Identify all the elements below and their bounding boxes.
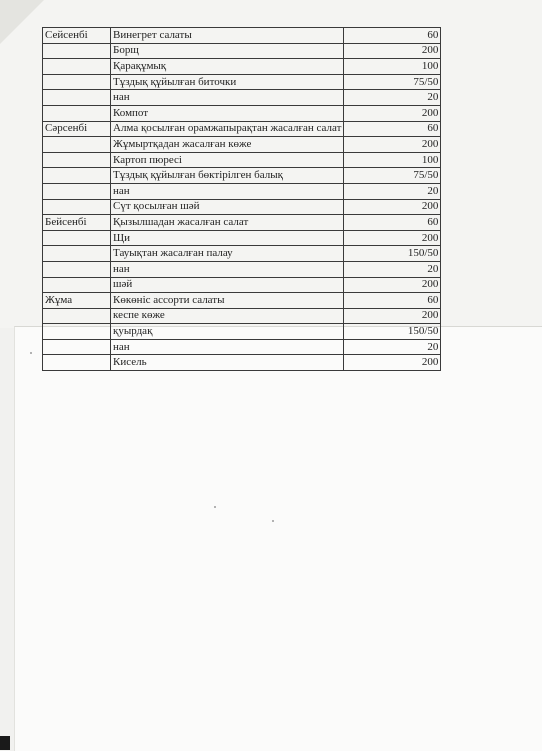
portion-cell: 20 [344, 261, 441, 277]
portion-cell: 150/50 [344, 324, 441, 340]
day-cell [43, 43, 111, 59]
portion-cell: 200 [344, 43, 441, 59]
portion-cell: 200 [344, 308, 441, 324]
dish-cell: нан [111, 183, 344, 199]
day-cell [43, 230, 111, 246]
scan-edge-mark [0, 736, 10, 750]
day-cell [43, 74, 111, 90]
dish-cell: Тұздық құйылған бөктірілген балық [111, 168, 344, 184]
table-row [43, 230, 441, 246]
day-cell [43, 90, 111, 106]
portion-cell: 20 [344, 90, 441, 106]
dish-cell: нан [111, 261, 344, 277]
portion-cell: 100 [344, 152, 441, 168]
portion-cell: 60 [344, 121, 441, 137]
day-cell [43, 355, 111, 371]
table-row [43, 324, 441, 340]
day-cell [43, 277, 111, 293]
table-row [43, 183, 441, 199]
portion-cell: 200 [344, 230, 441, 246]
table-row [43, 246, 441, 262]
day-cell [43, 152, 111, 168]
portion-cell: 200 [344, 105, 441, 121]
table-row [43, 105, 441, 121]
dish-cell: Кисель [111, 355, 344, 371]
day-cell [43, 59, 111, 75]
day-cell [43, 308, 111, 324]
table-row [43, 277, 441, 293]
dish-cell: нан [111, 90, 344, 106]
day-cell [43, 137, 111, 153]
dish-cell: Щи [111, 230, 344, 246]
scanned-page-bottom [14, 326, 542, 751]
dish-cell: Тауықтан жасалған палау [111, 246, 344, 262]
portion-cell: 20 [344, 339, 441, 355]
portion-cell: 20 [344, 183, 441, 199]
table-row [43, 355, 441, 371]
portion-cell: 200 [344, 277, 441, 293]
day-cell [43, 199, 111, 215]
table-row [43, 74, 441, 90]
scan-speck [272, 520, 274, 522]
folded-corner [0, 0, 44, 44]
day-cell [43, 261, 111, 277]
dish-cell: қуырдақ [111, 324, 344, 340]
table-row [43, 199, 441, 215]
dish-cell: Қарақұмық [111, 59, 344, 75]
dish-cell: Қызылшадан жасалған салат [111, 215, 344, 231]
dish-cell: Винегрет салаты [111, 28, 344, 44]
day-cell [43, 324, 111, 340]
dish-cell: Алма қосылған орамжапырақтан жасалған салат [111, 121, 344, 137]
portion-cell: 200 [344, 355, 441, 371]
day-cell [43, 105, 111, 121]
portion-cell: 100 [344, 59, 441, 75]
table-row [43, 59, 441, 75]
day-cell [43, 168, 111, 184]
day-cell [43, 183, 111, 199]
table-row [43, 152, 441, 168]
table-row [43, 90, 441, 106]
portion-cell: 200 [344, 199, 441, 215]
dish-cell: Борщ [111, 43, 344, 59]
table-row [43, 43, 441, 59]
table-row [43, 261, 441, 277]
table-row [43, 215, 441, 231]
portion-cell: 60 [344, 293, 441, 309]
portion-cell: 200 [344, 137, 441, 153]
table-row [43, 168, 441, 184]
portion-cell: 75/50 [344, 168, 441, 184]
day-cell [43, 339, 111, 355]
dish-cell: Сүт қосылған шәй [111, 199, 344, 215]
day-cell: Сейсенбі [43, 28, 111, 44]
dish-cell: шәй [111, 277, 344, 293]
scan-speck [214, 506, 216, 508]
table-row [43, 137, 441, 153]
day-cell: Сәрсенбі [43, 121, 111, 137]
dish-cell: Компот [111, 105, 344, 121]
portion-cell: 150/50 [344, 246, 441, 262]
table-row [43, 28, 441, 44]
dish-cell: Тұздық құйылған биточки [111, 74, 344, 90]
day-cell [43, 246, 111, 262]
table-row [43, 339, 441, 355]
portion-cell: 75/50 [344, 74, 441, 90]
day-cell: Бейсенбі [43, 215, 111, 231]
menu-table-body [43, 28, 441, 371]
portion-cell: 60 [344, 28, 441, 44]
dish-cell: Көкөніс ассорти салаты [111, 293, 344, 309]
table-row [43, 121, 441, 137]
dish-cell: нан [111, 339, 344, 355]
day-cell: Жұма [43, 293, 111, 309]
portion-cell: 60 [344, 215, 441, 231]
menu-table [42, 27, 441, 371]
dish-cell: кеспе көже [111, 308, 344, 324]
table-row [43, 293, 441, 309]
table-row [43, 308, 441, 324]
scan-speck [30, 352, 32, 354]
dish-cell: Картоп пюресі [111, 152, 344, 168]
dish-cell: Жұмыртқадан жасалған көже [111, 137, 344, 153]
